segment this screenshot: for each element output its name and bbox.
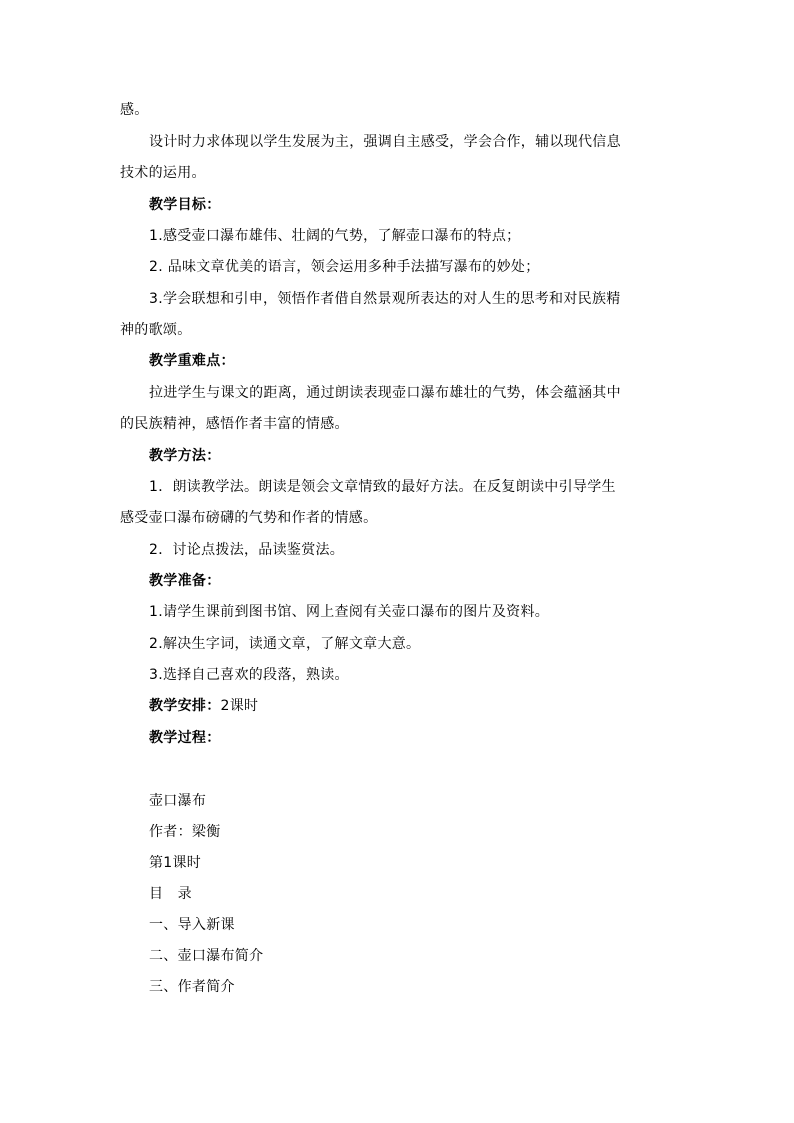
goal-item-2: 2. 品味文章优美的语言，领会运用多种手法描写瀑布的妙处； — [149, 259, 540, 275]
heading-teaching-method: 教学方法： — [149, 448, 221, 464]
prep-item-2: 2.解决生字词，读通文章，了解文章大意。 — [149, 636, 421, 652]
toc-item-1: 一、导入新课 — [149, 917, 235, 933]
toc-item-2: 二、壶口瀑布简介 — [149, 948, 264, 964]
paragraph-design-line-2: 技术的运用。 — [120, 165, 206, 181]
prep-item-1: 1.请学生课前到图书馆、网上查阅有关壶口瀑布的图片及资料。 — [149, 604, 550, 620]
schedule-line — [149, 696, 258, 716]
slide-title: 壶口瀑布 — [149, 793, 207, 809]
method-item-2: 2．讨论点拨法，品读鉴赏法。 — [149, 542, 345, 558]
paragraph-intro-tail: 感。 — [120, 102, 149, 118]
key-points-line-2: 的民族精神，感悟作者丰富的情感。 — [120, 416, 349, 432]
goal-item-1: 1.感受壶口瀑布雄伟、壮阔的气势，了解壶口瀑布的特点； — [149, 228, 521, 244]
method-item-1-line-2: 感受壶口瀑布磅礴的气势和作者的情感。 — [120, 510, 378, 526]
goal-item-3-line-1: 3.学会联想和引申，领悟作者借自然景观所表达的对人生的思考和对民族精 — [149, 291, 621, 307]
method-item-1-line-1: 1．朗读教学法。朗读是领会文章情致的最好方法。在反复朗读中引导学生 — [149, 479, 616, 495]
goal-item-3-line-2: 神的歌颂。 — [120, 322, 192, 338]
prep-item-3: 3.选择自己喜欢的段落，熟读。 — [149, 667, 349, 683]
heading-teaching-preparation: 教学准备： — [149, 573, 221, 589]
heading-teaching-schedule: 教学安排： — [149, 698, 221, 714]
key-points-line-1: 拉进学生与课文的距离，通过朗读表现壶口瀑布雄壮的气势，体会蕴涵其中 — [149, 385, 621, 401]
slide-lesson: 第1课时 — [149, 855, 202, 871]
heading-teaching-process: 教学过程： — [149, 730, 221, 746]
heading-key-points: 教学重难点： — [149, 353, 235, 369]
paragraph-design-line-1: 设计时力求体现以学生发展为主，强调自主感受，学会合作，辅以现代信息 — [149, 134, 621, 150]
heading-teaching-goals: 教学目标： — [149, 197, 221, 213]
toc-title: 目 录 — [149, 886, 192, 902]
slide-author: 作者：梁衡 — [149, 824, 221, 840]
toc-item-3: 三、作者简介 — [149, 979, 235, 995]
schedule-value: 2课时 — [220, 698, 259, 714]
